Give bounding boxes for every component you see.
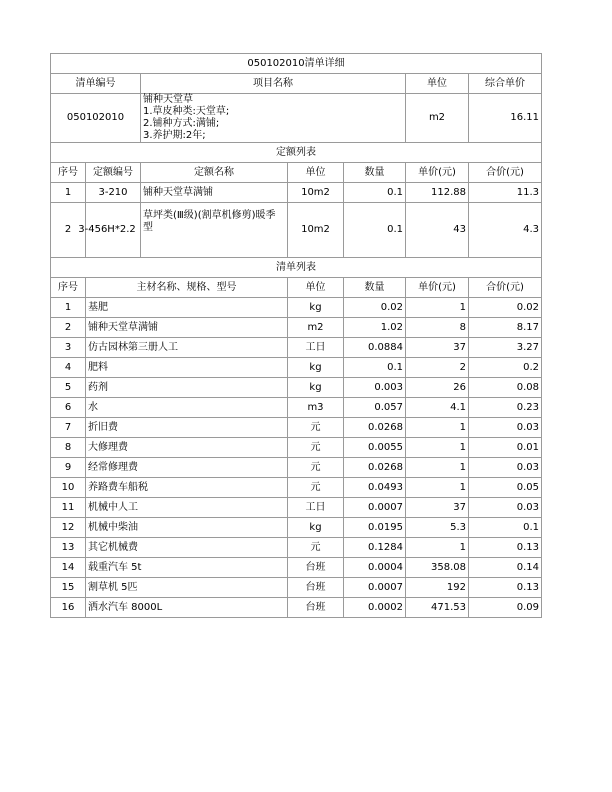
list-row (51, 338, 542, 358)
list-unit: m2 (288, 318, 344, 338)
list-unit-price: 37 (406, 498, 469, 518)
list-unit: 元 (288, 458, 344, 478)
list-row (51, 518, 542, 538)
bill-header-row (51, 74, 542, 94)
list-seq: 15 (51, 578, 86, 598)
list-unit: 工日 (288, 338, 344, 358)
list-unit-price: 192 (406, 578, 469, 598)
list-total: 3.27 (469, 338, 542, 358)
quota-section-title: 定额列表 (51, 143, 542, 163)
list-name: 折旧费 (86, 418, 288, 438)
list-unit-price: 8 (406, 318, 469, 338)
quota-unit-price: 43 (406, 203, 469, 258)
list-qty: 1.02 (344, 318, 406, 338)
list-row (51, 458, 542, 478)
list-qty: 0.0268 (344, 418, 406, 438)
list-name: 割草机 5匹 (86, 578, 288, 598)
bill-price-header: 综合单价 (469, 74, 542, 94)
bill-code-header: 清单编号 (51, 74, 141, 94)
list-total: 0.23 (469, 398, 542, 418)
bill-row (51, 94, 542, 143)
bill-name-line: 铺种天堂草 (143, 94, 193, 105)
list-unit: 台班 (288, 598, 344, 618)
list-row (51, 498, 542, 518)
list-unit-price: 2 (406, 358, 469, 378)
list-total: 0.09 (469, 598, 542, 618)
list-qty: 0.0884 (344, 338, 406, 358)
list-qty: 0.0493 (344, 478, 406, 498)
list-row (51, 418, 542, 438)
list-header-row (51, 278, 542, 298)
list-row (51, 358, 542, 378)
bill-detail-table (50, 53, 542, 618)
bill-name (141, 94, 406, 143)
list-qty: 0.1 (344, 358, 406, 378)
list-name-header: 主材名称、规格、型号 (86, 278, 288, 298)
list-seq: 1 (51, 298, 86, 318)
list-unit: 元 (288, 438, 344, 458)
list-unit-price: 1 (406, 438, 469, 458)
list-qty: 0.0195 (344, 518, 406, 538)
bill-unit-header: 单位 (406, 74, 469, 94)
list-unit-price: 1 (406, 298, 469, 318)
list-total: 8.17 (469, 318, 542, 338)
list-seq: 5 (51, 378, 86, 398)
list-seq: 3 (51, 338, 86, 358)
bill-price: 16.11 (469, 94, 542, 143)
list-unit: 台班 (288, 558, 344, 578)
list-qty: 0.0055 (344, 438, 406, 458)
list-row (51, 438, 542, 458)
list-unit: 工日 (288, 498, 344, 518)
list-qty: 0.0268 (344, 458, 406, 478)
bill-name-line: 3.养护期:2年; (143, 130, 206, 141)
quota-name: 草坪类(Ⅲ级)(割草机修剪)暖季型 (141, 203, 288, 258)
list-row (51, 398, 542, 418)
quota-total-header: 合价(元) (469, 163, 542, 183)
list-row (51, 318, 542, 338)
quota-row (51, 183, 542, 203)
list-seq: 2 (51, 318, 86, 338)
list-total: 0.1 (469, 518, 542, 538)
quota-seq-header: 序号 (51, 163, 86, 183)
list-seq: 10 (51, 478, 86, 498)
list-total: 0.2 (469, 358, 542, 378)
list-unit-price: 1 (406, 458, 469, 478)
list-seq: 8 (51, 438, 86, 458)
list-unit-price: 1 (406, 538, 469, 558)
bill-name-line: 1.草皮种类:天堂草; (143, 106, 230, 117)
quota-code-text: 3-456H*2.2 (78, 224, 136, 235)
quota-unit: 10m2 (288, 203, 344, 258)
list-total: 0.13 (469, 538, 542, 558)
list-seq: 7 (51, 418, 86, 438)
list-row (51, 378, 542, 398)
list-unit: kg (288, 378, 344, 398)
quota-qty-header: 数量 (344, 163, 406, 183)
list-name: 水 (86, 398, 288, 418)
list-row (51, 298, 542, 318)
list-unit-price: 26 (406, 378, 469, 398)
list-unit: kg (288, 298, 344, 318)
list-unit: m3 (288, 398, 344, 418)
list-qty: 0.0007 (344, 498, 406, 518)
list-unit: 台班 (288, 578, 344, 598)
list-total: 0.14 (469, 558, 542, 578)
list-total: 0.08 (469, 378, 542, 398)
list-name: 大修理费 (86, 438, 288, 458)
list-unit: kg (288, 358, 344, 378)
quota-row (51, 203, 542, 258)
list-total: 0.13 (469, 578, 542, 598)
list-seq: 4 (51, 358, 86, 378)
list-qty-header: 数量 (344, 278, 406, 298)
list-total: 0.03 (469, 458, 542, 478)
list-seq: 14 (51, 558, 86, 578)
list-unit-price: 358.08 (406, 558, 469, 578)
list-unit-price: 1 (406, 478, 469, 498)
quota-code (78, 203, 141, 258)
list-unit: 元 (288, 478, 344, 498)
list-total-header: 合价(元) (469, 278, 542, 298)
list-unit-price: 4.1 (406, 398, 469, 418)
list-name: 载重汽车 5t (86, 558, 288, 578)
list-unit-header: 单位 (288, 278, 344, 298)
table-title: 050102010清单详细 (51, 54, 542, 74)
bill-code: 050102010 (51, 94, 141, 143)
list-seq: 6 (51, 398, 86, 418)
quota-total: 11.3 (469, 183, 542, 203)
quota-code-header: 定额编号 (86, 163, 141, 183)
list-qty: 0.0002 (344, 598, 406, 618)
list-name: 肥料 (86, 358, 288, 378)
list-qty: 0.0007 (344, 578, 406, 598)
list-qty: 0.1284 (344, 538, 406, 558)
list-section-title: 清单列表 (51, 258, 542, 278)
list-name: 仿古园林第三册人工 (86, 338, 288, 358)
list-total: 0.02 (469, 298, 542, 318)
list-seq-header: 序号 (51, 278, 86, 298)
list-total: 0.03 (469, 418, 542, 438)
list-unit-price: 5.3 (406, 518, 469, 538)
list-row (51, 538, 542, 558)
quota-unit-price: 112.88 (406, 183, 469, 203)
list-total: 0.01 (469, 438, 542, 458)
list-unit: 元 (288, 418, 344, 438)
list-name: 铺种天堂草满铺 (86, 318, 288, 338)
list-total: 0.05 (469, 478, 542, 498)
quota-seq: 1 (51, 183, 86, 203)
list-name: 基肥 (86, 298, 288, 318)
list-row (51, 558, 542, 578)
list-qty: 0.003 (344, 378, 406, 398)
list-seq: 11 (51, 498, 86, 518)
quota-total: 4.3 (469, 203, 542, 258)
list-row (51, 598, 542, 618)
list-seq: 9 (51, 458, 86, 478)
quota-unit: 10m2 (288, 183, 344, 203)
list-unit-price: 37 (406, 338, 469, 358)
list-name: 养路费车船税 (86, 478, 288, 498)
quota-seq: 2 (51, 203, 86, 258)
list-unit-price-header: 单价(元) (406, 278, 469, 298)
list-row (51, 478, 542, 498)
quota-unit-header: 单位 (288, 163, 344, 183)
list-qty: 0.02 (344, 298, 406, 318)
bill-name-header: 项目名称 (141, 74, 406, 94)
list-unit: kg (288, 518, 344, 538)
list-unit-price: 471.53 (406, 598, 469, 618)
quota-code: 3-210 (86, 183, 141, 203)
quota-unit-price-header: 单价(元) (406, 163, 469, 183)
list-name: 药剂 (86, 378, 288, 398)
list-qty: 0.057 (344, 398, 406, 418)
list-seq: 13 (51, 538, 86, 558)
list-unit-price: 1 (406, 418, 469, 438)
list-seq: 16 (51, 598, 86, 618)
list-name: 机械中柴油 (86, 518, 288, 538)
bill-unit: m2 (406, 94, 469, 143)
quota-header-row (51, 163, 542, 183)
list-row (51, 578, 542, 598)
list-total: 0.03 (469, 498, 542, 518)
bill-name-line: 2.铺种方式:满铺; (143, 118, 220, 129)
list-name: 机械中人工 (86, 498, 288, 518)
list-name: 经常修理费 (86, 458, 288, 478)
quota-qty: 0.1 (344, 183, 406, 203)
quota-name: 铺种天堂草满铺 (141, 183, 288, 203)
list-unit: 元 (288, 538, 344, 558)
list-name: 其它机械费 (86, 538, 288, 558)
list-name: 洒水汽车 8000L (86, 598, 288, 618)
quota-qty: 0.1 (344, 203, 406, 258)
list-qty: 0.0004 (344, 558, 406, 578)
quota-name-header: 定额名称 (141, 163, 288, 183)
list-seq: 12 (51, 518, 86, 538)
